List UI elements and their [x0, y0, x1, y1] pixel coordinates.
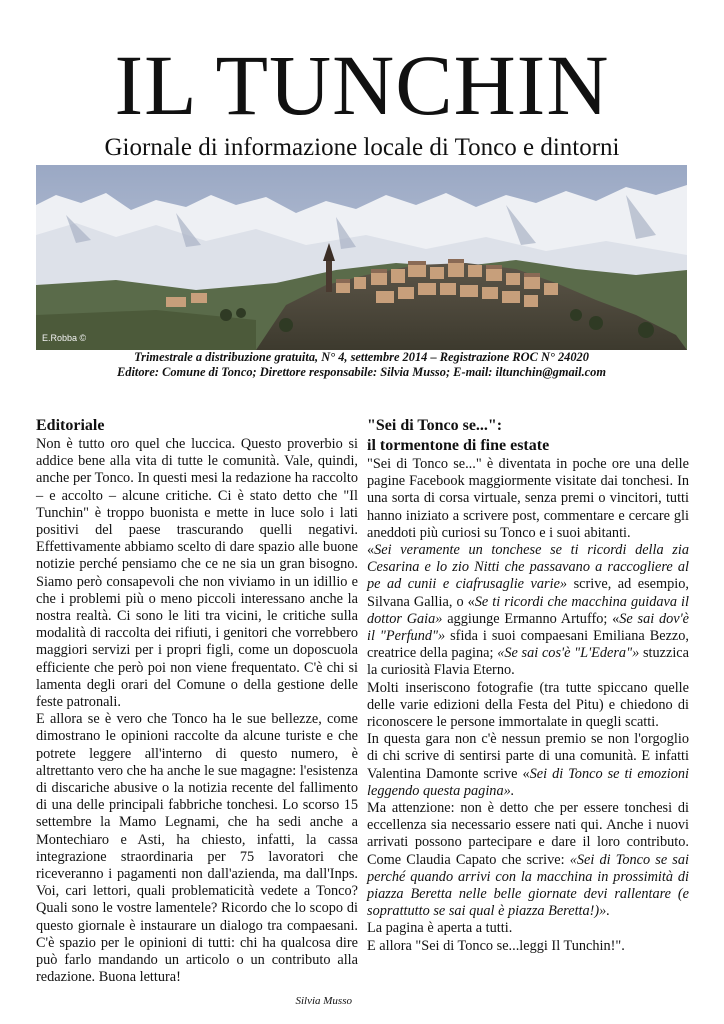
newspaper-subtitle: Giornale di informazione locale di Tonco e dintorni: [104, 134, 620, 161]
newspaper-title: IL TUNCHIN: [114, 37, 610, 133]
publication-info-line1: Trimestrale a distribuzione gratuita, N° 4, settembre 2014 – Registrazione ROC N° 24020: [134, 350, 589, 364]
editorial-heading: Editoriale: [36, 417, 105, 434]
article-paragraph: La pagina è aperta a tutti.: [367, 920, 513, 937]
publication-info: [36, 350, 687, 380]
article-paragraph: "Sei di Tonco se..." è diventata in poche ore una delle pagine Facebook maggiormente visitate dai tonchesi. In una sorta di corsa virtuale, senza premi o vincitori, tutti hanno iniziato a scrivere post, commentare e cercare gli aneddoti più curiosi su Tonco e i suoi abitanti.: [367, 456, 689, 541]
article-heading-line2: il tormentone di fine estate: [367, 437, 550, 454]
quote-attribution: aggiunge Ermanno Artuffo; «: [442, 610, 620, 627]
quote-attribution: scrive, ad esempio, Silvana Gallia, o «: [367, 576, 689, 610]
quote-text: Se ti ricordi che macchina guidava il dottor Gaia»: [367, 593, 689, 627]
article-paragraph: Molti inseriscono fotografie (tra tutte spiccano quelle delle varie edizioni della Festa del Pitu) e chiedono di riconoscere le persone immortalate in quegli scatti.: [367, 679, 689, 731]
quote-text: Sei di Tonco se ti emozioni leggendo questa pagina».: [367, 765, 690, 799]
article-paragraph: E allora "Sei di Tonco se...leggi Il Tunchin!".: [367, 937, 625, 954]
quote-open: «: [367, 542, 375, 559]
quote-text: «Sei di Tonco se sai perché quando arrivi con la macchina in prossimità di piazza Beretta nelle belle giornate devi rallentare (e soprattutto se sai qual è piazza Beretta!)».: [367, 851, 689, 920]
quote-text: Sei veramente un tonchese se ti ricordi della zia Cesarina e lo zio Nitti che passavano a raccogliere al pe ad cunii e ciafrusaglie varie»: [367, 542, 689, 593]
editorial-paragraph: E allora se è vero che Tonco ha le sue bellezze, come dimostrano le opinioni raccolte da alcune turiste e che potrete leggere all'interno di questo numero, è altrettanto vero che ha anche le sue magagne: l'esistenza di discariche abusive o la notizia recente del fallimento di una delle principali fabbriche tonchesi. Lo scorso 15 settembre la Mamo Legnami, che ha sedi anche a Montechiaro e Asti, ha chiesto, infatti, la cassa integrazione straordinaria per 75 lavoratori che riceveranno i pagamenti non dall'azienda, ma dall'Inps. Voi, cari lettori, quali problematicità vedete a Tonco? Quali sono le vostre lamentele? Ricordo che lo scopo di questo giornale è instaurare un dialogo tra compaesani. C'è spazio per le opinioni di tutti: chi ha qualcosa dire può farlo mandando un articolo o un contributo alla redazione. Buona lettura!: [36, 711, 358, 986]
paragraph-text: Ma attenzione: non è detto che per essere tonchesi di eccellenza sia necessario essere nati qui. Anche i nuovi arrivati possono partecipare e dare il loro contributo. Come Claudia Capato che scrive:: [367, 800, 689, 868]
quote-text: «Se sai cos'è "L'Edera"»: [497, 645, 640, 662]
article-paragraph: [367, 800, 689, 920]
editorial-column: [36, 416, 358, 1010]
paragraph-text: In questa gara non c'è nessun premio se non l'orgoglio di chi scrive di sentirsi parte di una comunità. E infatti Valentina Damonte scrive «: [367, 731, 689, 782]
photo-credit: E.Robba ©: [42, 333, 87, 343]
quote-attribution: sfida i suoi compaesani Emiliana Bezzo, creatrice della pagina;: [367, 628, 689, 662]
quote-text: Se sai dov'è il "Perfund"»: [367, 610, 689, 645]
article-heading-line1: "Sei di Tonco se...":: [367, 417, 503, 434]
article-paragraph-quotes: [367, 542, 689, 680]
village-landscape-image: [36, 165, 687, 350]
quote-attribution: stuzzica la curiosità Flavia Eterno.: [367, 645, 689, 679]
publication-info-line2: Editore: Comune di Tonco; Direttore responsabile: Silvia Musso; E-mail: iltunchin@gmail.com: [117, 365, 606, 379]
article-paragraph: [367, 731, 689, 800]
header-photo: [36, 165, 687, 350]
editorial-paragraph: Non è tutto oro quel che luccica. Questo proverbio si addice bene alla vita di tutte le comunità. Vale, quindi, anche per Tonco. In questi mesi la redazione ha raccolto – e accolto – alcune critiche. Ci è stato detto che "Il Tunchin" è troppo buonista e mette in luce solo i lati positivi del paese trascurando quelli negativi. Effettivamente abbiamo scelto di dare spazio alle buone notizie perché pensiamo che ce ne sia un gran bisogno. Siamo però consapevoli che non viviamo in un idillio e che i problemi più o meno piccoli interessano anche la nostra realtà. Ci sono le liti tra vicini, le critiche sulla modalità di raccolta dei rifiuti, i genitori che vorrebbero maggiori servizi per i propri figli, come un doposcuola efficiente che però poi non viene frequentato. C'è chi si lamenta degli orari del Comune o della gestione delle feste patronali.: [36, 436, 358, 711]
article-column: [367, 416, 689, 955]
editorial-signature: Silvia Musso: [295, 994, 352, 1007]
